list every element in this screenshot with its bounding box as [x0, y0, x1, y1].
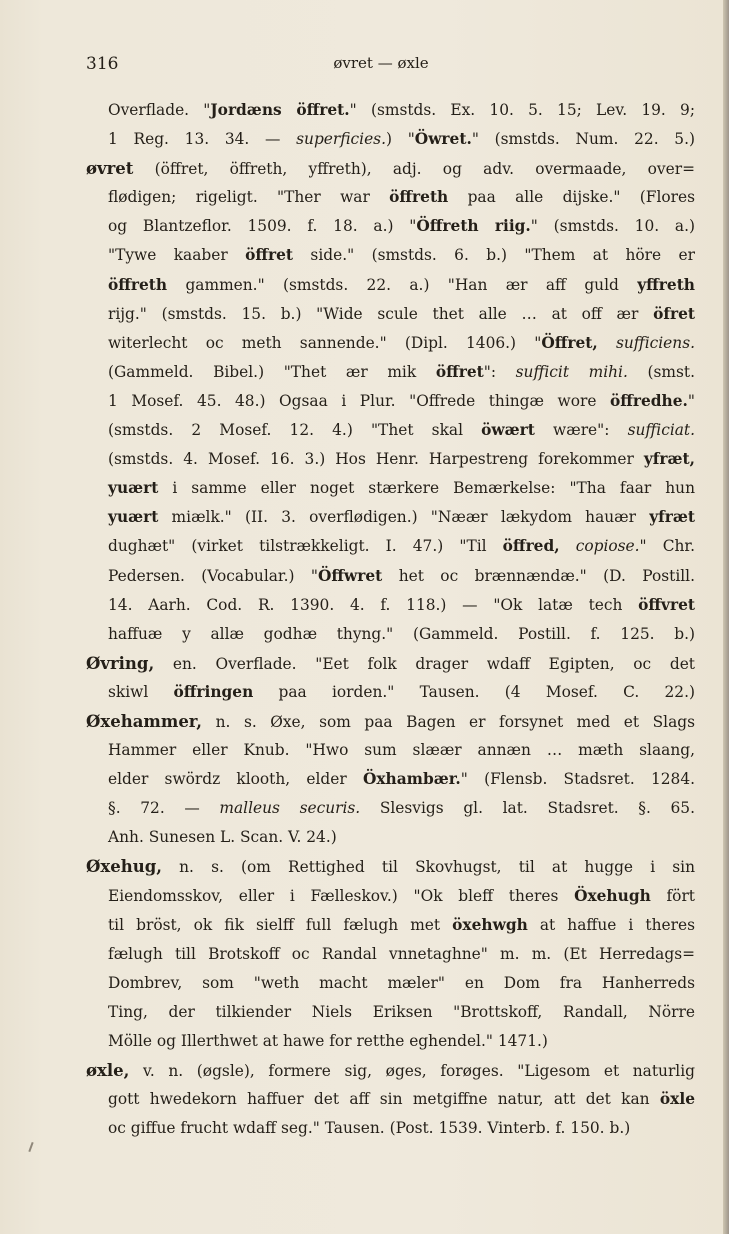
quoted-form: öffred,: [502, 537, 560, 556]
text-segment: rijg." (smstds. 15. b.) "Wide scule thet alle … at off ær: [108, 304, 654, 323]
latin-gloss: sufficit mihi.: [515, 362, 628, 381]
latin-gloss: superficies.: [296, 130, 386, 149]
text-segment: gott hwedekorn haffuer det aff sin metgiffne natur, att det kan: [108, 1090, 660, 1109]
text-segment: fört: [650, 886, 695, 905]
text-line: [108, 358, 695, 387]
text-segment: dughæt" (virket tilstrækkeligt. I. 47.) "Til: [108, 537, 503, 556]
text-line: [108, 183, 695, 212]
text-line: [108, 96, 695, 125]
text-line: [108, 503, 695, 532]
text-segment: elder swördz klooth, elder: [108, 770, 363, 789]
quoted-form: Öxhambær.: [362, 770, 461, 789]
text-line: [108, 300, 695, 329]
headword: Øvring,: [86, 653, 155, 673]
text-segment: Overflade. ": [108, 101, 211, 119]
quoted-form: Öffwret: [317, 566, 383, 585]
text-segment: ) ": [385, 130, 415, 149]
text-segment: n. s. (om Rettighed til Skovhugst, til at hugge i sin: [161, 858, 695, 877]
text-line: [108, 678, 695, 707]
latin-gloss: sufficiat.: [627, 421, 696, 440]
text-segment: §. 72. —: [108, 799, 220, 818]
text-segment: Mölle og Illerthwet at hawe for retthe eghendel." 1471.): [108, 1032, 548, 1050]
text-segment: (smst.: [627, 362, 695, 381]
quoted-form: öffreth: [108, 275, 168, 294]
quoted-form: yfræt: [649, 508, 695, 527]
text-line: [108, 387, 695, 416]
text-segment: miælk." (II. 3. overflødigen.) "Næær lækydom hauær: [158, 508, 650, 527]
entry-headline: [86, 707, 695, 736]
text-line: [108, 532, 695, 561]
text-line: [108, 241, 695, 270]
text-line: [108, 416, 695, 445]
text-segment: (öffret, öffreth, yffreth), adj. og adv. overmaade, over=: [133, 160, 695, 179]
text-segment: Ting, der tilkiender Niels Eriksen "Brottskoff, Randall, Nörre: [108, 1002, 695, 1021]
text-segment: at haffue i theres: [527, 915, 695, 934]
text-segment: n. s. Øxe, som paa Bagen er forsynet med et Slags: [202, 712, 695, 731]
text-line: [108, 794, 695, 823]
text-line: [108, 736, 695, 765]
text-line: [108, 911, 695, 940]
text-line: [108, 823, 695, 852]
text-line: [108, 998, 695, 1027]
text-segment: [598, 334, 616, 352]
text-line: [108, 620, 695, 649]
dictionary-text: [86, 96, 696, 1143]
text-segment: side." (smstds. 6. b.) "Them at höre er: [293, 246, 695, 265]
running-title: øvret — øxle: [333, 54, 429, 72]
entry-headline: [86, 154, 695, 183]
headword: øvret: [86, 159, 134, 179]
text-line: [108, 474, 695, 503]
text-segment: [560, 537, 576, 555]
quoted-form: öffret: [435, 362, 484, 381]
text-line: [108, 1085, 695, 1114]
quoted-form: öxehwgh: [452, 915, 528, 934]
quoted-form: öffreth: [389, 188, 449, 207]
quoted-form: yuært: [108, 508, 159, 527]
quoted-form: öffret: [245, 246, 294, 265]
text-line: [108, 591, 695, 620]
quoted-form: yfræt,: [643, 450, 695, 469]
text-segment: Dombrev, som "weth macht mæler" en Dom fra Hanherreds: [108, 973, 695, 992]
text-segment: oc giffue frucht wdaff seg." Tausen. (Post. 1539. Vinterb. f. 150. b.): [108, 1119, 631, 1138]
text-segment: i samme eller noget stærkere Bemærkelse: "Tha faar hun: [158, 479, 695, 498]
text-segment: til bröst, ok fik sielff full fælugh met: [108, 915, 453, 934]
text-line: [108, 271, 695, 300]
text-segment: haffuæ y allæ godhæ thyng." (Gammeld. Postill. f. 125. b.): [108, 624, 695, 643]
stray-pencil-mark: [28, 1142, 33, 1152]
text-line: [108, 1027, 695, 1056]
headword: Øxehammer,: [86, 711, 203, 731]
text-line: [108, 445, 695, 474]
text-line: [108, 212, 695, 241]
quoted-form: öxle: [659, 1090, 695, 1109]
text-segment: (Gammeld. Bibel.) "Thet ær mik: [108, 362, 436, 381]
text-line: [108, 125, 695, 154]
text-segment: wære":: [534, 421, 628, 440]
text-segment: het oc brænnændæ." (D. Postill.: [382, 566, 695, 585]
entry-headline: [86, 1056, 695, 1085]
text-segment: Slesvigs gl. lat. Stadsret. §. 65.: [360, 799, 695, 818]
text-segment: Hammer eller Knub. "Hwo sum slæær annæn … mæth slaang,: [108, 741, 695, 760]
text-segment: paa alle dijske." (Flores: [448, 188, 695, 207]
text-segment: skiwl: [108, 682, 174, 701]
quoted-form: öffredhe.: [610, 391, 688, 410]
text-line: [108, 969, 695, 998]
text-segment: (smstds. 2 Mosef. 12. 4.) "Thet skal: [108, 421, 482, 440]
quoted-form: Öwret.: [414, 130, 472, 149]
text-line: [108, 562, 695, 591]
text-segment: 1 Mosef. 45. 48.) Ogsaa i Plur. "Offrede thingæ wore: [108, 391, 610, 410]
text-segment: ":: [483, 362, 516, 381]
text-segment: " (smstds. Num. 22. 5.): [471, 130, 695, 149]
text-segment: "Tywe kaaber: [108, 246, 246, 265]
latin-gloss: malleus securis.: [219, 799, 361, 818]
text-segment: Pedersen. (Vocabular.) ": [108, 566, 318, 585]
headword: Øxehug,: [86, 857, 162, 877]
entry-headline: [86, 649, 695, 678]
text-segment: Eiendomsskov, eller i Fælleskov.) "Ok bleff theres: [108, 886, 575, 905]
text-line: [108, 765, 695, 794]
text-line: [108, 1114, 695, 1143]
text-segment: gammen." (smstds. 22. a.) "Han ær aff guld: [167, 275, 638, 294]
quoted-form: Öffreth riig.: [416, 217, 531, 236]
quoted-form: Öxehugh: [574, 886, 651, 905]
quoted-form: yffreth: [637, 275, 695, 294]
text-segment: en. Overflade. "Eet folk drager wdaff Egipten, oc det: [154, 654, 695, 673]
text-segment: " (Flensb. Stadsret. 1284.: [460, 770, 696, 789]
text-segment: " Chr.: [639, 537, 695, 556]
text-segment: paa iorden." Tausen. (4 Mosef. C. 22.): [253, 682, 695, 701]
text-line: [108, 940, 695, 969]
text-segment: 1 Reg. 13. 34. —: [108, 130, 297, 149]
page-header: [86, 54, 676, 82]
text-segment: 14. Aarh. Cod. R. 1390. 4. f. 118.) — "Ok latæ tech: [108, 595, 639, 614]
quoted-form: Jordæns öffret.: [210, 101, 350, 119]
text-segment: (smstds. 4. Mosef. 16. 3.) Hos Henr. Harpestreng forekommer: [108, 450, 644, 469]
text-segment: og Blantzeflor. 1509. f. 18. a.) ": [108, 217, 417, 236]
text-segment: ": [687, 391, 695, 410]
page-edge: [723, 0, 729, 1234]
text-line: [108, 882, 695, 911]
entry-headline: [86, 852, 695, 881]
latin-gloss: sufficiens.: [616, 333, 695, 352]
text-segment: flødigen; rigeligt. "Ther war: [108, 188, 390, 207]
headword: øxle,: [86, 1061, 130, 1081]
quoted-form: öfret: [653, 304, 695, 323]
quoted-form: öwært: [481, 421, 535, 440]
latin-gloss: copiose.: [575, 537, 640, 556]
quoted-form: öffringen: [173, 682, 254, 701]
text-segment: v. n. (øgsle), formere sig, øges, forøges. "Ligesom et naturlig: [129, 1062, 695, 1081]
page-number: 316: [86, 54, 119, 74]
text-segment: fælugh till Brotskoff oc Randal vnnetaghne" m. m. (Et Herredags=: [108, 944, 695, 963]
text-segment: " (smstds. 10. a.): [530, 217, 696, 236]
text-segment: witerlecht oc meth sannende." (Dipl. 1406.) ": [108, 333, 542, 352]
quoted-form: öffvret: [638, 595, 695, 614]
text-segment: Anh. Sunesen L. Scan. V. 24.): [108, 828, 337, 847]
text-segment: " (smstds. Ex. 10. 5. 15; Lev. 19. 9;: [349, 101, 696, 119]
quoted-form: yuært: [108, 479, 159, 498]
quoted-form: Öffret,: [541, 333, 598, 352]
text-line: [108, 329, 695, 358]
